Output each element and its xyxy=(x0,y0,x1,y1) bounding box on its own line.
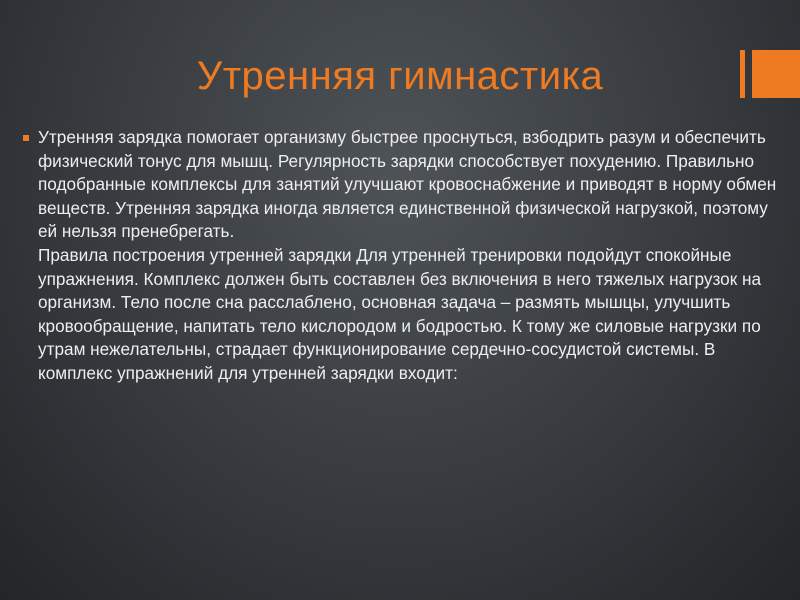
body-paragraph-1: Утренняя зарядка помогает организму быстрее проснуться, взбодрить разум и обеспечить физический тонус для мышц. Регулярность зарядки способствует похудению. Правильно подобранные комплексы для занятий улучшают кровоснабжение и приводят в норму обмен веществ. Утренняя зарядка иногда является единственной физической нагрузкой, поэтому ей нельзя пренебрегать. xyxy=(38,127,777,242)
body-paragraph-2: Правила построения утренней зарядки Для утренней тренировки подойдут спокойные упражнения. Комплекс должен быть составлен без включения в него тяжелых нагрузок на организм. Тело после сна расслаблено, основная задача – размять мышцы, улучшить кровообращение, напитать тело кислородом и бодростью. К тому же силовые нагрузки по утрам нежелательны, страдает функционирование сердечно-сосудистой системы. В комплекс упражнений для утренней зарядки входит: xyxy=(38,244,762,383)
slide-body xyxy=(20,126,786,386)
title-accent-bar-thick xyxy=(752,50,800,98)
slide-title: Утренняя гимнастика xyxy=(196,54,604,98)
bullet-square-icon xyxy=(23,135,29,141)
bullet-item xyxy=(20,126,786,386)
title-accent-bar-thin xyxy=(740,50,745,98)
